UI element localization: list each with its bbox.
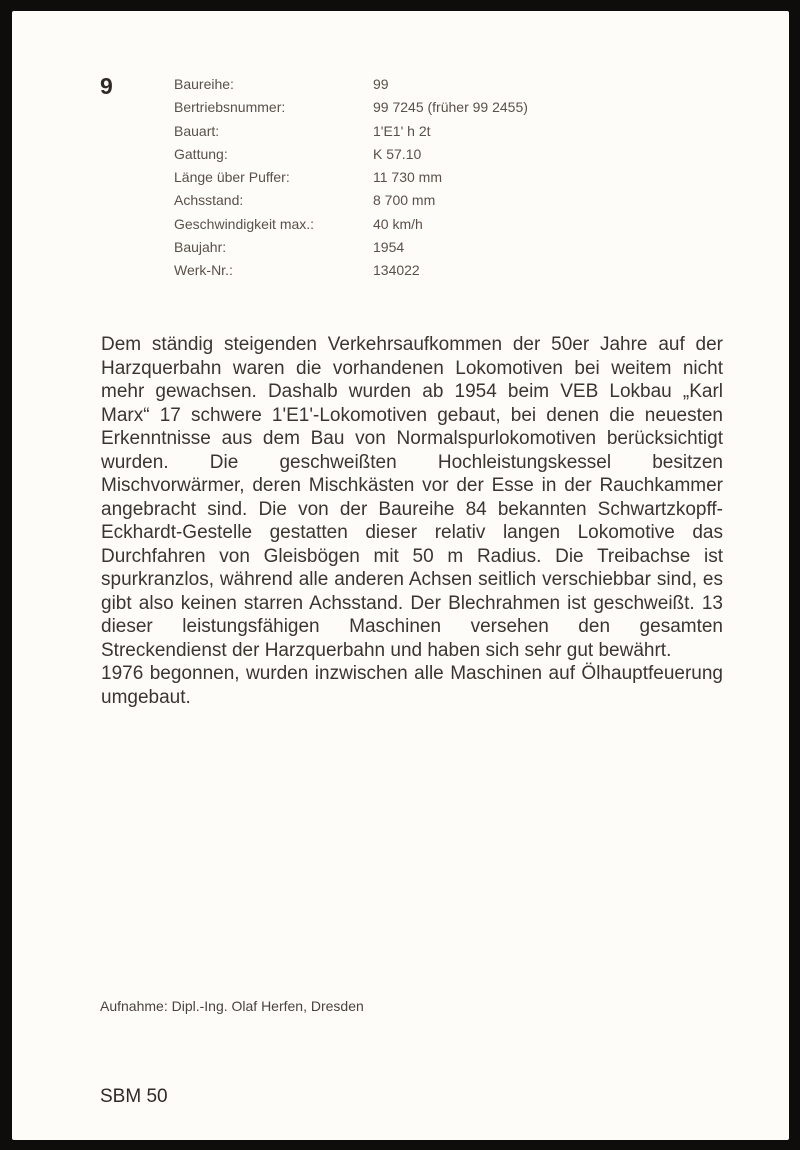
spec-value: 99 (373, 76, 389, 92)
postcard-back (12, 11, 789, 1140)
spec-table (174, 73, 528, 283)
spec-label: Baureihe: (174, 76, 234, 92)
spec-value: 40 km/h (373, 215, 423, 232)
description-paragraph: Dem ständig steigenden Verkehrsaufkommen der 50er Jahre auf der Harzquerbahn waren die vorhandenen Lokomotiven bei weitem nicht mehr gewachsen. Dashalb wurden ab 1954 beim VEB Lokbau „Karl Marx“ 17 schwere 1'E1'-Lokomotiven gebaut, bei denen die neuesten Erkenntnisse aus dem Bau von Normalspurlokomotiven berücksichtigt wurden. Die geschweißten Hochleistungskessel besitzen Mischvorwärmer, deren Mischkästen vor der Esse in der Rauchkammer angebracht sind. Die von der Baureihe 84 bekannten Schwartzkopff-Eckhardt-Gestelle gestatten dieser relativ langen Lokomotive das Durchfahren von Gleisbögen mit 50 m Radius. Die Treibachse ist spurkranzlos, während alle anderen Achsen seitlich verschiebbar sind, es gibt also keinen starren Achsstand. Der Blechrahmen ist geschweißt. 13 dieser leistungsfähigen Maschinen versehen den gesamten Streckendienst der Harzquerbahn und haben sich sehr gut bewährt. (101, 334, 723, 661)
spec-row (174, 189, 528, 212)
card-number: 9 (100, 73, 113, 99)
description-paragraph-2: 1976 begonnen, wurden inzwischen alle Maschinen auf Ölhauptfeuerung umgebaut. (101, 663, 723, 708)
spec-row (174, 120, 528, 143)
spec-value: 8 700 mm (373, 192, 436, 209)
spec-value: K 57.10 (373, 145, 422, 162)
spec-row (174, 166, 528, 189)
spec-value: 11 730 mm (373, 169, 442, 186)
spec-value: 99 7245 (früher 99 2455) (373, 99, 528, 116)
spec-label: Länge über Puffer: (174, 169, 290, 186)
spec-label: Achsstand: (174, 192, 244, 209)
spec-row (174, 259, 528, 282)
spec-row (174, 73, 528, 96)
spec-row (174, 96, 528, 119)
photo-credit: Aufnahme: Dipl.-Ing. Olaf Herfen, Dresden (100, 998, 364, 1014)
spec-label: Gattung: (174, 145, 228, 162)
spec-value: 1954 (373, 239, 405, 256)
spec-row (174, 236, 528, 259)
spec-label: Bauart: (174, 122, 220, 139)
spec-value: 1'E1' h 2t (373, 122, 431, 139)
series-code: SBM 50 (100, 1086, 168, 1107)
spec-label: Baujahr: (174, 239, 227, 256)
spec-value: 134022 (373, 262, 420, 279)
description-text (101, 333, 723, 709)
spec-label: Bertriebsnummer: (174, 99, 286, 116)
spec-label: Geschwindigkeit max.: (174, 215, 315, 232)
spec-row (174, 213, 528, 236)
spec-label: Werk-Nr.: (174, 262, 233, 279)
spec-row (174, 143, 528, 166)
